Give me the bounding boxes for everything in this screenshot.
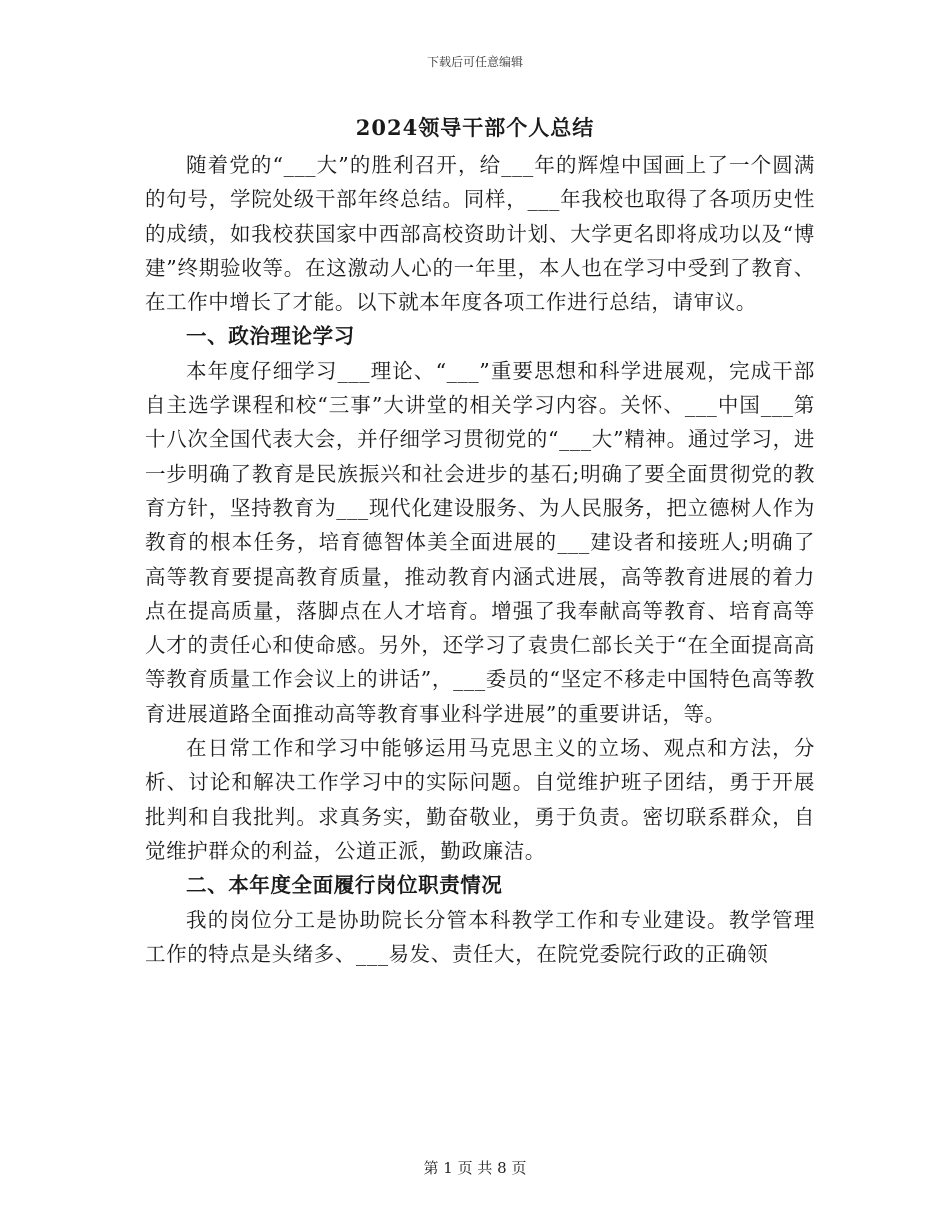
paragraph-daily-work: 在日常工作和学习中能够运用马克思主义的立场、观点和方法，分析、讨论和解决工作学习中的实际问题。自觉维护班子团结，勇于开展批判和自我批判。求真务实，勤奋敬业，勇于负责。密切联系群众，自觉维护群众的利益，公道正派，勤政廉洁。 (145, 736, 815, 863)
paragraph-intro: 随着党的“___大”的胜利召开，给___年的辉煌中国画上了一个圆满的句号，学院处级干部年终总结。同样，___年我校也取得了各项历史性的成绩，如我校获国家中西部高校资助计划、大学更名即将成功以及“博建”终期验收等。在这激动人心的一年里，本人也在学习中受到了教育、在工作中增长了才能。以下就本年度各项工作进行总结，请审议。 (145, 153, 815, 315)
paragraph-duties: 我的岗位分工是协助院长分管本科教学工作和专业建设。教学管理工作的特点是头绪多、___易发、责任大，在院党委院行政的正确领 (145, 907, 815, 966)
document-body (145, 148, 815, 971)
page-footer: 第 1 页 共 8 页 (423, 1159, 527, 1177)
section-heading-1: 一、政治理论学习 (186, 324, 355, 349)
header-note: 下载后可任意编辑 (426, 55, 523, 69)
paragraph-political-study: 本年度仔细学习___理论、“___”重要思想和科学进展观，完成干部自主选学课程和校“三事”大讲堂的相关学习内容。关怀、___中国___第十八次全国代表大会，并仔细学习贯彻党的“___大”精神。通过学习，进一步明确了教育是民族振兴和社会进步的基石;明确了要全面贯彻党的教育方针，坚持教育为___现代化建设服务、为人民服务，把立德树人作为教育的根本任务，培育德智体美全面进展的___建设者和接班人;明确了高等教育要提高教育质量，推动教育内涵式进展，高等教育进展的着力点在提高质量，落脚点在人才培育。增强了我奉献高等教育、培育高等人才的责任心和使命感。另外，还学习了袁贵仁部长关于“在全面提高高等教育质量工作会议上的讲话”，___委员的“坚定不移走中国特色高等教育进展道路全面推动高等教育事业科学进展”的重要讲话，等。 (145, 358, 815, 726)
section-heading-2: 二、本年度全面履行岗位职责情况 (186, 873, 503, 898)
document-title: 2024领导干部个人总结 (355, 115, 595, 140)
